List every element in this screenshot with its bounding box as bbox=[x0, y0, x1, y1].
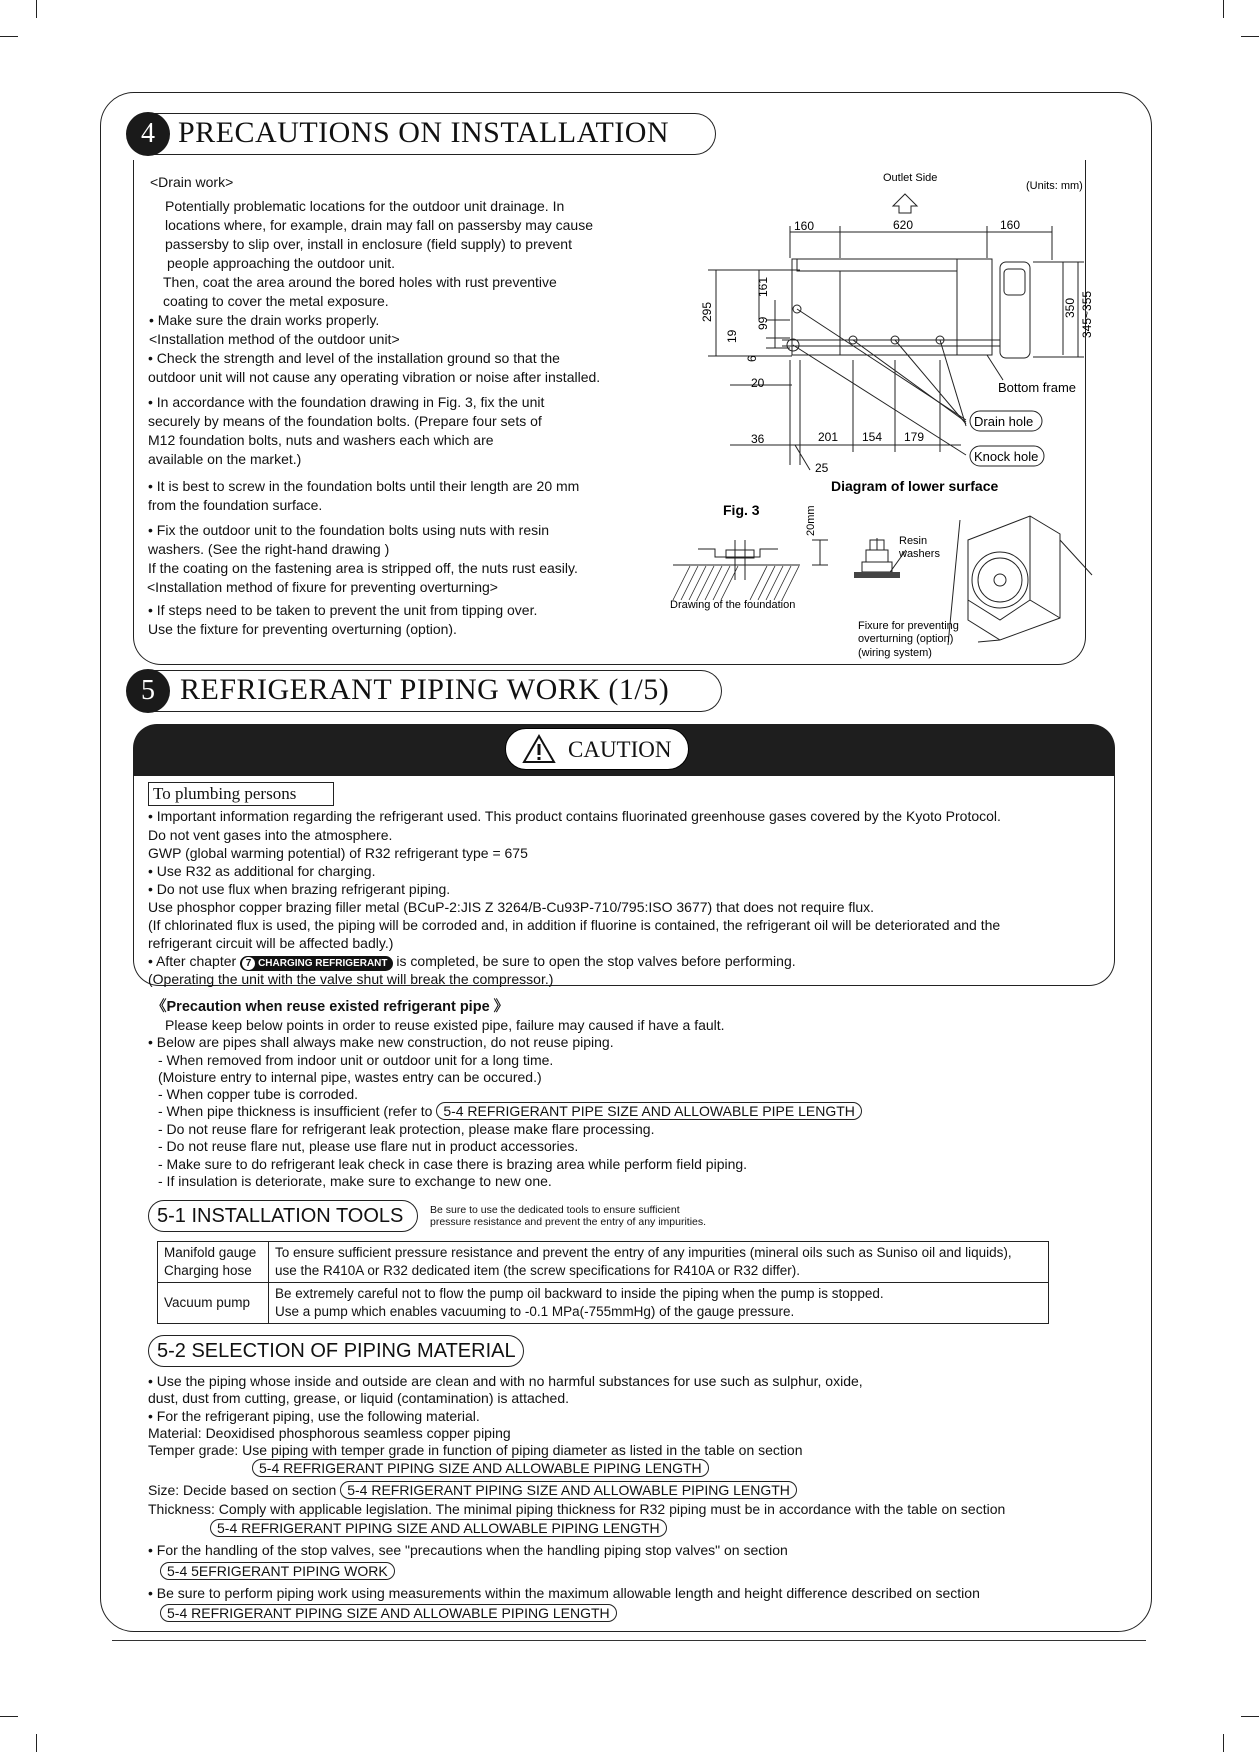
fixture-line: • If steps need to be taken to prevent the unit from tipping over. bbox=[148, 602, 538, 618]
outlet-arrow-icon bbox=[893, 194, 917, 213]
caution-line: (If chlorinated flux is used, the piping will be corroded and, in addition if fluorine is contained, the refrigerant oil will be deteriorated and the bbox=[148, 917, 1001, 933]
reuse-thick-prefix: - When pipe thickness is insufficient (refer to bbox=[158, 1103, 433, 1119]
drain-line: Potentially problematic locations for the outdoor unit drainage. In bbox=[165, 198, 565, 214]
drain-line: passersby to slip over, install in enclosure (field supply) to prevent bbox=[165, 236, 572, 252]
dim-top: 160 bbox=[794, 219, 815, 233]
lower-surface-diagram bbox=[660, 165, 1100, 665]
outlet-side-label: Outlet Side bbox=[883, 172, 938, 184]
material-line: • For the refrigerant piping, use the following material. bbox=[148, 1408, 480, 1424]
dim-bottom: 154 bbox=[862, 430, 883, 444]
tool-cell bbox=[158, 1283, 269, 1324]
desc-cell bbox=[269, 1242, 1049, 1283]
knock-hole-label: Knock hole bbox=[974, 449, 1039, 464]
section-5-4-link[interactable]: 5-4 5EFRIGERANT PIPING WORK bbox=[160, 1562, 395, 1580]
dim-top: 620 bbox=[893, 218, 914, 232]
dim-bottom: 201 bbox=[818, 430, 839, 444]
desc-cell bbox=[269, 1283, 1049, 1324]
caution-line: • Use R32 as additional for charging. bbox=[148, 863, 376, 879]
drain-line: locations where, for example, drain may fall on passersby may cause bbox=[165, 217, 593, 233]
dim-bottom: 179 bbox=[904, 430, 925, 444]
crop-mark bbox=[1241, 36, 1259, 37]
section-5-4-link[interactable]: 5-4 REFRIGERANT PIPING SIZE AND ALLOWABLE PIPING LENGTH bbox=[252, 1459, 709, 1477]
material-title: 5-2 SELECTION OF PIPING MATERIAL bbox=[148, 1335, 524, 1367]
install-line: If the coating on the fastening area is stripped off, the nuts rust easily. bbox=[148, 560, 578, 576]
drain-line: • Make sure the drain works properly. bbox=[149, 312, 380, 328]
section5-number: 5 bbox=[126, 669, 170, 713]
reuse-line: - Do not reuse flare nut, please use flare nut in product accessories. bbox=[158, 1138, 579, 1154]
diagram-caption: Diagram of lower surface bbox=[831, 478, 999, 494]
install-line: securely by means of the foundation bolts. (Prepare four sets of bbox=[148, 413, 542, 429]
dim-bottom: 36 bbox=[751, 432, 765, 446]
tool-name: Vacuum pump bbox=[164, 1295, 251, 1310]
section5-title: REFRIGERANT PIPING WORK (1/5) bbox=[180, 673, 670, 706]
footer-rule bbox=[112, 1640, 1146, 1641]
install-heading: <Installation method of the outdoor unit> bbox=[149, 331, 400, 347]
material-ref-line bbox=[160, 1562, 395, 1580]
tools-note bbox=[430, 1204, 706, 1228]
foundation-caption: Drawing of the foundation bbox=[670, 599, 796, 611]
units-label: (Units: mm) bbox=[1026, 180, 1083, 192]
install-line: available on the market.) bbox=[148, 451, 302, 467]
tools-table bbox=[157, 1241, 1049, 1324]
chapter7-badge[interactable] bbox=[240, 956, 392, 971]
caution-line: Do not vent gases into the atmosphere. bbox=[148, 827, 393, 843]
material-ref-line bbox=[252, 1459, 709, 1477]
tool-cell bbox=[158, 1242, 269, 1283]
material-line: Thickness: Comply with applicable legislation. The minimal piping thickness for R32 piping must be in accordance with the table on section bbox=[148, 1501, 1006, 1517]
tools-note-line: pressure resistance and prevent the entry of any impurities. bbox=[430, 1216, 707, 1228]
fig-label: Fig. 3 bbox=[723, 502, 760, 518]
crop-mark bbox=[36, 1734, 37, 1752]
install-line: from the foundation surface. bbox=[148, 497, 323, 513]
crop-mark bbox=[1223, 1734, 1224, 1752]
material-line: Material: Deoxidised phosphorous seamless copper piping bbox=[148, 1425, 511, 1441]
washers-label: washers bbox=[899, 548, 940, 560]
material-line: • Be sure to perform piping work using measurements within the maximum allowable length and height difference described on section bbox=[148, 1585, 980, 1601]
drain-hole-label: Drain hole bbox=[974, 414, 1034, 429]
reuse-line: Please keep below points in order to reuse existed pipe, failure may caused if have a fault. bbox=[165, 1017, 725, 1033]
install-line: • Check the strength and level of the installation ground so that the bbox=[148, 350, 560, 366]
caution-line: Use phosphor copper brazing filler metal (BCuP-2:JIS Z 3264/B-Cu93P-710/795:ISO 3677) that does not require flux. bbox=[148, 899, 875, 915]
install-line: • It is best to screw in the foundation bolts until their length are 20 mm bbox=[148, 478, 580, 494]
caution-line: (Operating the unit with the valve shut will break the compressor.) bbox=[148, 971, 554, 987]
after-chapter-line bbox=[148, 952, 796, 971]
material-ref-line bbox=[210, 1519, 667, 1537]
caution-line: GWP (global warming potential) of R32 refrigerant type = 675 bbox=[148, 845, 528, 861]
crop-mark bbox=[0, 36, 18, 37]
material-line: • For the handling of the stop valves, see "precautions when the handling piping stop valves" on section bbox=[148, 1542, 788, 1558]
install-line: M12 foundation bolts, nuts and washers each which are bbox=[148, 432, 494, 448]
reuse-line: • Below are pipes shall always make new construction, do not reuse piping. bbox=[148, 1034, 614, 1050]
material-line: • Use the piping whose inside and outside are clean and with no harmful substances for use such as sulphur, oxide, bbox=[148, 1373, 863, 1389]
drain-heading: <Drain work> bbox=[150, 174, 234, 190]
fixture-line: Use the fixture for preventing overturning (option). bbox=[148, 621, 457, 637]
material-size-line bbox=[148, 1481, 797, 1499]
reuse-line: - If insulation is deteriorate, make sure to exchange to new one. bbox=[158, 1173, 552, 1189]
dim-top: 160 bbox=[1000, 218, 1021, 232]
material-line: Temper grade: Use piping with temper grade in function of piping diameter as listed in the table on section bbox=[148, 1442, 803, 1458]
tool-desc: To ensure sufficient pressure resistance and prevent the entry of any impurities (mineral oils such as Suniso oil and liquids), bbox=[275, 1245, 1012, 1260]
fixture-heading: <Installation method of fixure for preventing overturning> bbox=[147, 579, 498, 595]
unit-outline bbox=[792, 259, 992, 355]
tool-name: Manifold gauge bbox=[164, 1245, 257, 1260]
crop-mark bbox=[1223, 0, 1224, 18]
dim-bottom: 25 bbox=[815, 461, 829, 475]
dim-left: 295 bbox=[700, 301, 714, 322]
install-line: washers. (See the right-hand drawing ) bbox=[148, 541, 390, 557]
material-ref-line bbox=[160, 1604, 617, 1622]
crop-mark bbox=[0, 1716, 18, 1717]
reuse-line: - Make sure to do refrigerant leak check in case there is brazing area while perform field piping. bbox=[158, 1156, 748, 1172]
tool-name: Charging hose bbox=[164, 1263, 252, 1278]
section-5-4-link[interactable]: 5-4 REFRIGERANT PIPING SIZE AND ALLOWABLE PIPING LENGTH bbox=[160, 1604, 617, 1622]
badge-text: CHARGING REFRIGERANT bbox=[258, 958, 388, 969]
warning-icon bbox=[522, 734, 556, 764]
bottom-frame-label: Bottom frame bbox=[998, 380, 1077, 395]
fixture-caption: Fixure for preventing bbox=[858, 620, 959, 632]
drain-line: people approaching the outdoor unit. bbox=[167, 255, 396, 271]
caution-line: • Do not use flux when brazing refrigerant piping. bbox=[148, 881, 451, 897]
dim-left: 161 bbox=[756, 276, 770, 297]
tool-desc: Be extremely careful not to flow the pump oil backward to inside the piping when the pump is stopped. bbox=[275, 1286, 884, 1301]
reuse-line: (Moisture entry to internal pipe, wastes entry can be occured.) bbox=[158, 1069, 542, 1085]
install-line: • In accordance with the foundation drawing in Fig. 3, fix the unit bbox=[148, 394, 545, 410]
dim-right: 345~355 bbox=[1080, 290, 1094, 338]
drain-line: coating to cover the metal exposure. bbox=[163, 293, 389, 309]
material-line: dust, dust from cutting, grease, or liquid (contamination) is attached. bbox=[148, 1390, 569, 1406]
size-prefix: Size: Decide based on section bbox=[148, 1482, 337, 1498]
dim-20mm: 20mm bbox=[805, 505, 817, 536]
after-prefix: • After chapter bbox=[148, 953, 237, 969]
section-5-4-link[interactable]: 5-4 REFRIGERANT PIPE SIZE AND ALLOWABLE PIPE LENGTH bbox=[436, 1102, 862, 1120]
tool-desc: Use a pump which enables vacuuming to -0.1 MPa(-755mmHg) of the gauge pressure. bbox=[275, 1304, 795, 1319]
after-suffix: is completed, be sure to open the stop valves before performing. bbox=[396, 953, 796, 969]
caution-line: refrigerant circuit will be affected badly.) bbox=[148, 935, 394, 951]
fixture-caption: overturning (option) bbox=[858, 633, 954, 645]
install-line: outdoor unit will not cause any operating vibration or noise after installed. bbox=[148, 369, 601, 385]
section4-number: 4 bbox=[126, 112, 170, 156]
caution-label: CAUTION bbox=[568, 737, 672, 762]
resin-label: Resin bbox=[899, 535, 928, 547]
table-row bbox=[158, 1283, 1049, 1324]
install-line: • Fix the outdoor unit to the foundation bolts using nuts with resin bbox=[148, 522, 550, 538]
dim-left: 6 bbox=[745, 355, 759, 362]
section4-title: PRECAUTIONS ON INSTALLATION bbox=[178, 116, 670, 149]
reuse-line: - Do not reuse flare for refrigerant leak protection, please make flare processing. bbox=[158, 1121, 655, 1137]
fixture-caption: (wiring system) bbox=[858, 647, 932, 659]
caution-line: • Important information regarding the refrigerant used. This product contains fluorinated greenhouse gases covered by the Kyoto Protocol. bbox=[148, 808, 1001, 824]
plumbing-label: To plumbing persons bbox=[148, 782, 334, 806]
dim-left: 99 bbox=[756, 316, 770, 330]
reuse-line: - When copper tube is corroded. bbox=[158, 1086, 358, 1102]
reuse-thick-line bbox=[158, 1102, 862, 1120]
crop-mark bbox=[36, 0, 37, 18]
section-5-4-link[interactable]: 5-4 REFRIGERANT PIPING SIZE AND ALLOWABLE PIPING LENGTH bbox=[340, 1481, 797, 1499]
tool-desc: use the R410A or R32 dedicated item (the screw specifications for R410A or R32 differ). bbox=[275, 1263, 801, 1278]
badge-number: 7 bbox=[242, 957, 255, 970]
drain-line: Then, coat the area around the bored holes with rust preventive bbox=[163, 274, 557, 290]
section-5-4-link[interactable]: 5-4 REFRIGERANT PIPING SIZE AND ALLOWABLE PIPING LENGTH bbox=[210, 1519, 667, 1537]
reuse-heading: 《Precaution when reuse existed refrigerant pipe 》 bbox=[152, 999, 509, 1015]
reuse-line: - When removed from indoor unit or outdoor unit for a long time. bbox=[158, 1052, 554, 1068]
dim-left: 19 bbox=[725, 329, 739, 343]
dim-20: 20 bbox=[751, 376, 765, 390]
dim-right: 350 bbox=[1063, 297, 1077, 318]
tools-note-line: Be sure to use the dedicated tools to ensure sufficient bbox=[430, 1204, 680, 1216]
crop-mark bbox=[1241, 1716, 1259, 1717]
tools-title: 5-1 INSTALLATION TOOLS bbox=[148, 1200, 418, 1232]
table-row bbox=[158, 1242, 1049, 1283]
